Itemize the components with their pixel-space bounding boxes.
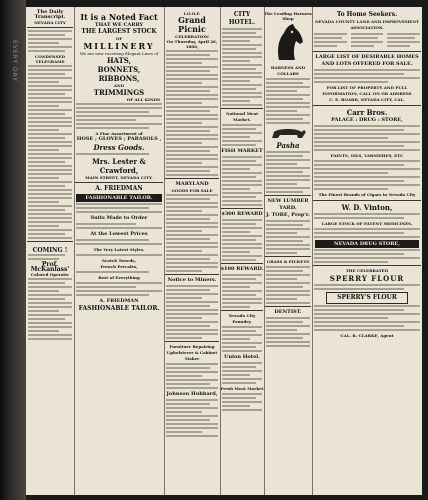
ad-line: At the Lowest Prices — [90, 231, 148, 237]
ad-trimmings: TRIMMINGS — [93, 88, 145, 97]
ad-tobe: J. TOBE, Prop'r. — [266, 212, 310, 218]
ad-hose-gloves: HOSE ; GLOVES ; PARASOLS , — [76, 136, 162, 142]
ad-property-info: FOR LIST OF PROPERTY AND FULL INFORMATION, CALL ON OR ADDRESS — [322, 85, 412, 96]
gutter-text: EVERY DAY — [11, 40, 18, 82]
newspaper-page — [26, 7, 422, 495]
masthead-sub: NEVADA CITY — [34, 20, 66, 25]
ad-line: Best of Everything — [98, 275, 140, 280]
ad-line: I.O.O.F. — [183, 11, 201, 16]
ad-ribbons: RIBBONS, — [98, 74, 140, 83]
ad-line: OF — [115, 36, 123, 41]
ad-patent-medicines: LARGE STOCK OF PATENT MEDICINES. — [321, 221, 413, 226]
column-hotel — [220, 7, 265, 495]
ad-tailor-2: FASHIONABLE TAILOR. — [78, 305, 160, 312]
ad-line: Scotch Tweeds, — [101, 258, 137, 263]
ad-line: We are now receiving Elegant Lines of — [79, 51, 159, 56]
ad-land-association: NEVADA COUNTY LAND AND IMPROVEMENT ASSOCIATION. — [315, 19, 419, 30]
column-picnic — [164, 7, 221, 495]
ad-line: MAIN STREET, NEVADA CITY. — [85, 175, 153, 180]
ad-vinton: W. D. Vinton, — [341, 203, 393, 212]
ad-carr-bros: Carr Bros. — [346, 108, 388, 117]
ad-dress-goods: Dress Goods. — [93, 143, 145, 152]
ad-bonnets: BONNETS, — [97, 65, 141, 74]
ad-line: French Percales, — [100, 264, 138, 269]
ad-paints-oils: PAINTS, OILS, VARNISHES, ETC — [330, 153, 404, 158]
heading-mckanlass: Prof. McKanlass' — [30, 261, 70, 273]
masthead: The Daily Transcript. — [34, 9, 66, 20]
ad-hubbard: Johnson Hubbard, — [166, 391, 218, 397]
ad-lester-crawford: Mrs. Lester & Crawford, — [92, 157, 146, 175]
ad-meat-market: National Meat Market. — [225, 111, 259, 122]
ad-line: AND — [113, 83, 125, 88]
ad-nevada-drug-store: NEVADA DRUG STORE, — [315, 240, 419, 248]
heading-coming: COMING ! — [32, 247, 68, 254]
ad-tailor-banner: FASHIONABLE TAILOR. — [76, 194, 162, 202]
ad-line: CELEBRATION — [175, 34, 209, 39]
ad-furniture: Furniture Repairing — [169, 344, 215, 349]
ad-line: GOODS FOR SALE — [171, 188, 213, 193]
ad-notice-miners: Notice to Miners. — [167, 277, 217, 283]
ad-board-address: C. E. BOARD, NEVADA CITY, CAL. — [329, 97, 405, 102]
ad-picnic-date: On Thursday, April 26, 1888, — [166, 39, 218, 49]
bull-illustration — [266, 126, 310, 140]
column-harness — [264, 7, 313, 495]
ad-line: THAT WE CARRY — [94, 22, 144, 28]
ad-maryland: MARYLAND — [175, 181, 209, 187]
ad-home-seekers: To Home Seekers. — [336, 11, 398, 18]
ad-upholsterer: Upholsterer & Cabinet Maker — [166, 350, 218, 361]
ad-reward-100: $100 REWARD. — [220, 266, 264, 272]
ad-line: The Very Latest Styles. — [93, 247, 145, 252]
ad-city-hotel: CITY HOTEL. — [228, 11, 256, 26]
page-binding-gutter — [0, 0, 26, 500]
ad-line: OF ALL KINDS — [126, 97, 160, 102]
ad-sperry-flour: SPERRY FLOUR — [329, 274, 405, 283]
ad-line: THE LARGEST STOCK — [81, 28, 157, 35]
ad-line: THE CELEBRATED — [345, 268, 389, 273]
ad-pasha: Pasha — [276, 141, 300, 150]
ad-line: Suits Made to Order — [90, 215, 148, 221]
heading-telegrams: CONDENSED TELEGRAMS — [35, 54, 65, 64]
ad-grand-picnic: Grand Picnic — [178, 15, 206, 34]
ad-harness-shop: The Leading Harness Shop — [264, 11, 312, 21]
column-news — [26, 7, 75, 495]
ad-friedman: A. FRIEDMAN — [95, 185, 143, 192]
ad-reward-300: $300 REWARD — [221, 211, 263, 217]
ad-dentist: DENTIST. — [274, 309, 302, 315]
ad-sperry-brand-box: SPERRY'S FLOUR — [326, 292, 408, 304]
ad-foundry: Nevada City Foundry. — [228, 313, 256, 324]
ad-hats: HATS, — [106, 56, 132, 65]
ad-clarke-agent: CAL. R. CLARKE, Agent — [340, 333, 394, 338]
ad-friedman-2: A. FRIEDMAN — [99, 298, 139, 304]
ad-union-hotel: Union Hotel. — [224, 354, 260, 360]
ad-millinery: MILLINERY — [83, 41, 155, 51]
ad-harness-collars: HARNESS AND COLLARS — [270, 65, 306, 76]
ad-fresh-meat: Fresh Meat Market — [220, 386, 264, 391]
ad-lumber-yard: NEW LUMBER YARD. — [267, 198, 309, 211]
ad-palace-drug: PALACE : DRUG : STORE, — [331, 117, 403, 123]
ad-line: A Fine Assortment of — [95, 131, 143, 136]
column-home-seekers — [312, 7, 422, 495]
ad-noted-fact: It is a Noted Fact — [80, 12, 158, 22]
ad-cigars: The Finest Brands of Cigars in Nevada City — [318, 192, 416, 197]
column-millinery — [74, 7, 165, 495]
horse-head-illustration — [265, 22, 311, 64]
ad-large-list: LARGE LIST OF DESIRABLE HOMES AND LOTS OFFERED FOR SALE. — [315, 54, 419, 67]
heading-operatic: Colored Operatic — [30, 272, 70, 277]
ad-fish-market: FISH MARKET — [221, 148, 263, 154]
ad-grass-pickets: GRASS & PICKETS — [266, 259, 310, 264]
